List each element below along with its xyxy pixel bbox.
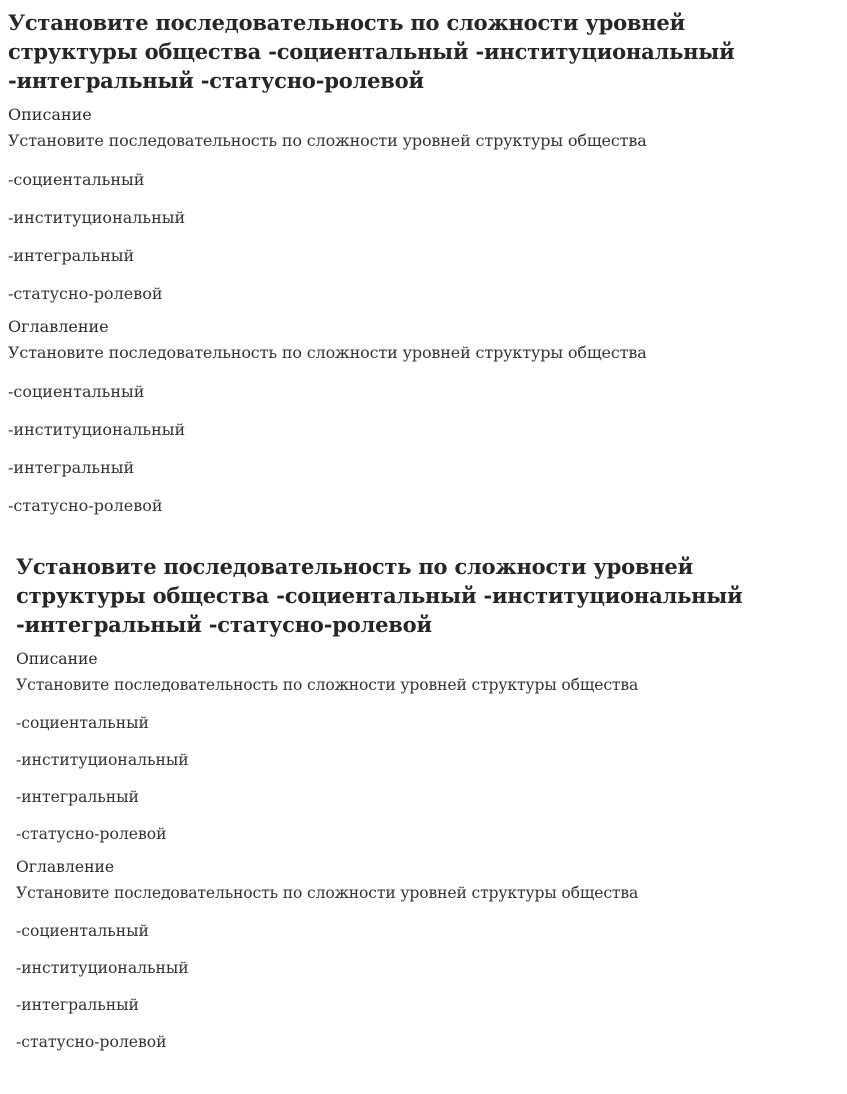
description-list bbox=[8, 169, 798, 305]
description-heading: Описание bbox=[16, 650, 98, 668]
toc-heading: Оглавление bbox=[8, 317, 109, 336]
toc-heading: Оглавление bbox=[16, 858, 115, 876]
list-item: -социентальный bbox=[16, 922, 149, 940]
question-block-2 bbox=[16, 552, 806, 1053]
list-item: -статусно-ролевой bbox=[16, 1033, 167, 1051]
list-item: -статусно-ролевой bbox=[8, 284, 163, 303]
question-block-1 bbox=[8, 8, 798, 517]
list-item: -статусно-ролевой bbox=[8, 496, 163, 515]
description-section bbox=[16, 649, 806, 845]
description-heading: Описание bbox=[8, 105, 92, 124]
toc-list bbox=[16, 920, 806, 1053]
list-item: -институциональный bbox=[16, 751, 189, 769]
list-item: -интегральный bbox=[8, 246, 135, 265]
description-list bbox=[16, 712, 806, 845]
list-item: -социентальный bbox=[16, 714, 149, 732]
list-item: -интегральный bbox=[16, 996, 139, 1014]
description-lead: Установите последовательность по сложности уровней структуры общества bbox=[16, 676, 639, 694]
question-title: Установите последовательность по сложности уровней структуры общества -социентальный -институциональный -интегральный -статусно-ролевой bbox=[16, 554, 743, 637]
list-item: -институциональный bbox=[8, 208, 186, 227]
list-item: -социентальный bbox=[8, 382, 145, 401]
list-item: -статусно-ролевой bbox=[16, 825, 167, 843]
toc-lead: Установите последовательность по сложности уровней структуры общества bbox=[8, 343, 647, 362]
toc-section bbox=[16, 857, 806, 1053]
list-item: -интегральный bbox=[16, 788, 139, 806]
toc-list bbox=[8, 381, 798, 517]
question-title: Установите последовательность по сложности уровней структуры общества -социентальный -институциональный -интегральный -статусно-ролевой bbox=[8, 10, 735, 93]
list-item: -институциональный bbox=[8, 420, 186, 439]
toc-lead: Установите последовательность по сложности уровней структуры общества bbox=[16, 884, 639, 902]
toc-section bbox=[8, 317, 798, 517]
list-item: -социентальный bbox=[8, 170, 145, 189]
description-lead: Установите последовательность по сложности уровней структуры общества bbox=[8, 131, 647, 150]
list-item: -интегральный bbox=[8, 458, 135, 477]
list-item: -институциональный bbox=[16, 959, 189, 977]
description-section bbox=[8, 105, 798, 305]
